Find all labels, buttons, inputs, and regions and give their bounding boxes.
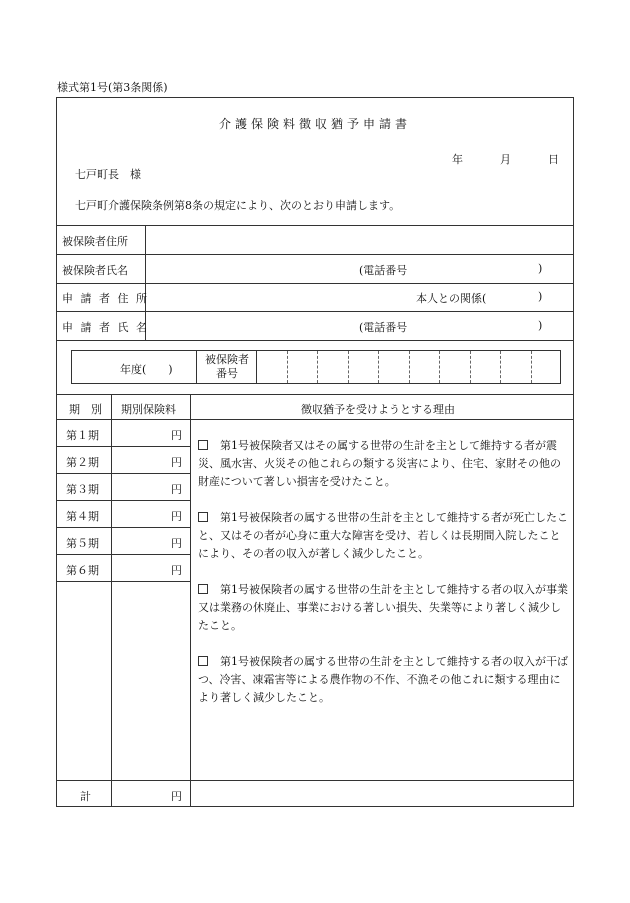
reason-option-4[interactable]: 第1号被保険者の属する世帯の生計を主として維持する者の収入が干ばつ、冷害、凍霜害等による農作物の不作、不漁その他これに類する理由により著しく減少したこと。 xyxy=(198,655,568,704)
period-2-yen: 円 xyxy=(171,456,182,469)
period-header: 期 別 xyxy=(69,403,102,416)
insured-address-label: 被保険者住所 xyxy=(62,235,128,248)
period-5-label: 第５期 xyxy=(66,537,99,550)
digit-divider xyxy=(348,351,349,383)
insured-name-label: 被保険者氏名 xyxy=(62,264,128,277)
divider xyxy=(56,780,574,781)
form-number: 様式第1号(第3条関係) xyxy=(57,81,168,94)
insured-phone-close: ) xyxy=(538,262,543,275)
insured-number-label: 被保険者 番号 xyxy=(205,353,249,380)
checkbox[interactable] xyxy=(198,584,208,594)
divider xyxy=(56,554,190,555)
divider xyxy=(56,527,190,528)
reason-option-1[interactable]: 第1号被保険者又はその属する世帯の生計を主として維持する者が震災、風水害、火災その他これらの類する災害により、住宅、家財その他の財産について著しい損害を受けたこと。 xyxy=(198,439,561,488)
divider xyxy=(190,394,191,807)
digit-divider xyxy=(378,351,379,383)
insured-number-box xyxy=(71,350,561,384)
divider xyxy=(56,225,574,226)
digit-divider xyxy=(317,351,318,383)
relation-close: ) xyxy=(538,290,543,303)
divider xyxy=(56,419,574,420)
amount-header: 期別保険料 xyxy=(121,403,176,416)
checkbox[interactable] xyxy=(198,512,208,522)
divider xyxy=(56,446,190,447)
digit-divider xyxy=(470,351,471,383)
date-month-label: 月 xyxy=(500,153,511,166)
insured-phone-label: (電話番号 xyxy=(359,264,408,277)
checkbox[interactable] xyxy=(198,656,208,666)
reason-header: 徴収猶予を受けようとする理由 xyxy=(301,403,455,416)
divider xyxy=(56,473,190,474)
total-yen: 円 xyxy=(171,790,182,803)
date-day-label: 日 xyxy=(548,153,559,166)
applicant-address-label: 申 請 者 住 所 xyxy=(62,292,149,305)
period-1-label: 第１期 xyxy=(66,429,99,442)
addressee: 七戸町長 様 xyxy=(75,168,141,181)
divider xyxy=(56,254,574,255)
divider xyxy=(56,311,574,312)
divider xyxy=(56,394,574,395)
applicant-phone-label: (電話番号 xyxy=(359,321,408,334)
reason-option-3[interactable]: 第1号被保険者の属する世帯の生計を主として維持する者の収入が事業又は業務の休廃止、事業における著しい損失、失業等により著しく減少したこと。 xyxy=(198,583,568,632)
period-1-yen: 円 xyxy=(171,429,182,442)
period-2-label: 第２期 xyxy=(66,456,99,469)
divider xyxy=(56,581,190,582)
period-6-yen: 円 xyxy=(171,564,182,577)
fiscal-year-label: 年度( ) xyxy=(120,363,173,376)
divider xyxy=(56,500,190,501)
relation-label: 本人との関係( xyxy=(416,292,487,305)
period-6-label: 第６期 xyxy=(66,564,99,577)
divider xyxy=(111,394,112,807)
digit-divider xyxy=(439,351,440,383)
date-year-label: 年 xyxy=(452,153,463,166)
applicant-phone-close: ) xyxy=(538,319,543,332)
divider xyxy=(56,340,574,341)
applicant-name-label: 申 請 者 氏 名 xyxy=(62,321,149,334)
period-4-yen: 円 xyxy=(171,510,182,523)
form-title: 介護保険料徴収猶予申請書 xyxy=(218,117,411,131)
divider xyxy=(56,283,574,284)
intro-text: 七戸町介護保険条例第8条の規定により、次のとおり申請します。 xyxy=(75,199,401,212)
reason-option-2[interactable]: 第1号被保険者の属する世帯の生計を主として維持する者が死亡したこと、又はその者が心身に重大な障害を受け、若しくは長期間入院したことにより、その者の収入が著しく減少したこと。 xyxy=(198,511,568,560)
checkbox[interactable] xyxy=(198,440,208,450)
period-5-yen: 円 xyxy=(171,537,182,550)
period-3-label: 第３期 xyxy=(66,483,99,496)
period-4-label: 第４期 xyxy=(66,510,99,523)
digit-divider xyxy=(287,351,288,383)
total-label: 計 xyxy=(80,790,91,803)
digit-divider xyxy=(409,351,410,383)
divider xyxy=(256,351,257,383)
divider xyxy=(196,351,197,383)
period-3-yen: 円 xyxy=(171,483,182,496)
digit-divider xyxy=(531,351,532,383)
digit-divider xyxy=(500,351,501,383)
